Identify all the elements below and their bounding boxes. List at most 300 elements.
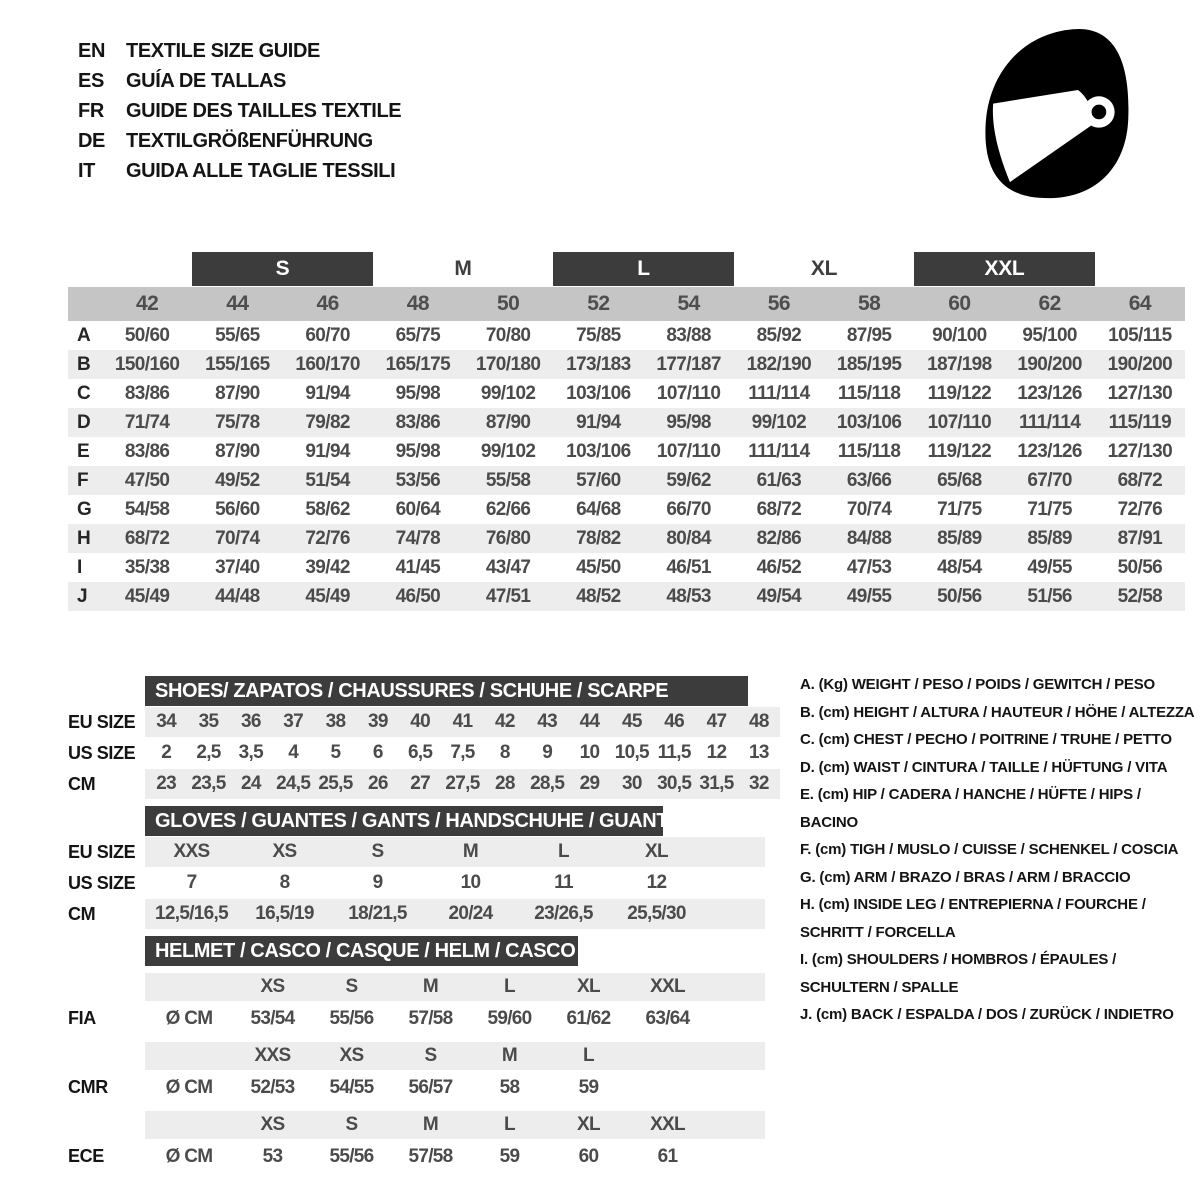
measure-value: 111/114 xyxy=(748,440,810,462)
shoes-value: 27 xyxy=(410,773,431,794)
measure-value: 95/98 xyxy=(666,411,711,433)
helmet-size-label: XL xyxy=(577,976,600,997)
measure-value: 35/38 xyxy=(124,556,170,578)
helmet-sizes-values xyxy=(145,973,765,1001)
helmet-value: 54/55 xyxy=(329,1076,374,1098)
measure-value: 46/52 xyxy=(756,556,802,578)
helmet-value: 61/62 xyxy=(566,1007,611,1029)
measure-value: 107/110 xyxy=(656,382,721,404)
gloves-row xyxy=(68,868,765,898)
helmet-row-spacer xyxy=(68,1042,145,1070)
size-column-header: 58 xyxy=(858,292,881,315)
gloves-value: L xyxy=(558,841,569,862)
measure-value: 66/70 xyxy=(666,498,711,520)
helmet-size-label: XL xyxy=(577,1114,600,1135)
measure-row-J xyxy=(68,582,1185,611)
measure-value: 37/40 xyxy=(215,556,260,578)
shoes-value: 6 xyxy=(372,742,383,763)
size-columns-row xyxy=(68,287,1185,321)
measure-value: 177/187 xyxy=(656,353,721,375)
legend-line: A. (Kg) WEIGHT / PESO / POIDS / GEWITCH / PESO xyxy=(800,676,1155,693)
textile-size-table xyxy=(68,252,1185,611)
shoes-value: 7,5 xyxy=(450,742,475,763)
measure-value: 190/200 xyxy=(1017,353,1082,375)
measure-value: 82/86 xyxy=(756,527,802,549)
helmet-standard-label: CMR xyxy=(68,1077,108,1097)
measure-row-label: G xyxy=(77,498,92,520)
shoes-row xyxy=(68,769,780,799)
measure-value: 87/90 xyxy=(215,382,260,404)
shoes-value: 3,5 xyxy=(238,742,263,763)
racing-helmet-icon xyxy=(970,24,1142,202)
measure-value: 165/175 xyxy=(385,353,451,375)
language-row xyxy=(78,156,401,186)
helmet-value: 59 xyxy=(578,1076,599,1098)
shoes-value: 43 xyxy=(537,711,558,732)
helmet-size-label: M xyxy=(501,1045,518,1066)
measure-value: 50/60 xyxy=(124,324,170,346)
measure-value: 43/47 xyxy=(485,556,531,578)
legend-line: C. (cm) CHEST / PECHO / POITRINE / TRUHE / PETTO xyxy=(800,731,1172,748)
measure-value: 99/102 xyxy=(480,382,536,404)
helmet-diameter-label: Ø CM xyxy=(165,1076,213,1098)
measure-value: 49/55 xyxy=(1027,556,1072,578)
measure-value: 83/88 xyxy=(666,324,711,346)
shoes-value: 38 xyxy=(325,711,346,732)
measure-value: 115/118 xyxy=(837,440,901,462)
gloves-size-table xyxy=(68,806,765,929)
shoes-value: 46 xyxy=(664,711,685,732)
measure-value: 72/76 xyxy=(1117,498,1163,520)
helmet-values-row-CMR xyxy=(68,1071,765,1104)
shoes-value: 8 xyxy=(499,742,510,763)
helmet-sizes-values xyxy=(145,1042,765,1070)
measure-value: 127/130 xyxy=(1107,440,1173,462)
helmet-value: 60 xyxy=(578,1145,599,1167)
size-column-header: 56 xyxy=(767,292,790,315)
measure-value: 105/115 xyxy=(1108,324,1172,346)
measure-value: 187/198 xyxy=(927,353,992,375)
legend-line: I. (cm) SHOULDERS / HOMBROS / ÉPAULES / SCHULTERN / SPALLE xyxy=(800,951,1117,996)
shoes-value: 34 xyxy=(156,711,177,732)
measure-value: 119/122 xyxy=(927,382,992,404)
language-code: IT xyxy=(78,160,95,182)
measure-value: 103/106 xyxy=(566,382,631,404)
measure-value: 111/114 xyxy=(748,382,810,404)
shoes-value: 26 xyxy=(367,773,388,794)
gloves-value: 12,5/16,5 xyxy=(155,903,228,924)
measure-value: 111/114 xyxy=(1018,411,1081,433)
guide-title-fr: GUIDE DES TAILLES TEXTILE xyxy=(126,100,402,122)
gloves-row-values xyxy=(145,837,765,867)
shoes-value: 41 xyxy=(452,711,473,732)
helmet-size-label: XS xyxy=(339,1045,364,1066)
measure-value: 65/68 xyxy=(937,469,982,491)
measure-row-label: H xyxy=(77,527,91,549)
measure-value: 119/122 xyxy=(927,440,992,462)
measure-value: 47/53 xyxy=(846,556,892,578)
shoes-value: 24 xyxy=(240,773,261,794)
racing-helmet-icon-svg xyxy=(970,24,1142,202)
measure-value: 59/62 xyxy=(666,469,711,491)
measure-value: 115/118 xyxy=(837,382,901,404)
shoes-size-table xyxy=(68,676,780,799)
measure-value: 48/52 xyxy=(576,585,621,607)
measure-value: 83/86 xyxy=(124,440,170,462)
measure-row-I xyxy=(68,553,1185,582)
helmet-values-row-ECE xyxy=(68,1140,765,1173)
measure-value: 71/75 xyxy=(937,498,982,520)
measure-value: 78/82 xyxy=(576,527,621,549)
helmet-size-table xyxy=(68,936,765,1173)
shoes-row-values xyxy=(145,707,780,737)
shoes-section-title: SHOES/ ZAPATOS / CHAUSSURES / SCHUHE / SCARPE xyxy=(145,676,748,706)
helmet-sizes-values xyxy=(145,1111,765,1139)
measure-value: 70/74 xyxy=(846,498,892,520)
size-column-header: 48 xyxy=(406,292,429,315)
helmet-standard-values xyxy=(145,1002,765,1035)
guide-title-en: TEXTILE SIZE GUIDE xyxy=(126,40,320,62)
gloves-value: 8 xyxy=(279,872,290,893)
helmet-value: 56/57 xyxy=(408,1076,453,1098)
gloves-row xyxy=(68,837,765,867)
helmet-table-body xyxy=(68,973,765,1173)
gloves-value: 25,5/30 xyxy=(627,903,686,924)
shoes-value: 31,5 xyxy=(699,773,734,794)
measure-row-A xyxy=(68,321,1185,350)
measure-value: 39/42 xyxy=(305,556,350,578)
measure-row-label: J xyxy=(77,585,88,607)
measure-value: 99/102 xyxy=(751,411,807,433)
shoes-value: 4 xyxy=(288,742,299,763)
shoes-row-values xyxy=(145,738,780,768)
measure-value: 47/51 xyxy=(485,585,531,607)
gloves-value: S xyxy=(371,841,384,862)
gloves-row-label: EU SIZE xyxy=(68,841,136,862)
measure-value: 48/53 xyxy=(666,585,711,607)
language-title-list xyxy=(78,36,401,186)
measure-value: 54/58 xyxy=(124,498,170,520)
shoes-row-label: US SIZE xyxy=(68,742,136,763)
measure-value: 52/58 xyxy=(1117,585,1163,607)
measure-row-label: B xyxy=(77,353,91,375)
measure-value: 85/92 xyxy=(756,324,802,346)
helmet-value: 63/64 xyxy=(645,1007,690,1029)
measure-value: 55/65 xyxy=(215,324,260,346)
measure-value: 127/130 xyxy=(1107,382,1173,404)
measure-value: 63/66 xyxy=(846,469,892,491)
measure-value: 74/78 xyxy=(395,527,441,549)
measure-value: 71/75 xyxy=(1027,498,1072,520)
size-column-header: 64 xyxy=(1128,292,1151,315)
helmet-size-label: XXS xyxy=(254,1045,291,1066)
measure-value: 99/102 xyxy=(480,440,536,462)
language-row xyxy=(78,96,401,126)
gloves-table-body xyxy=(68,837,765,929)
language-row xyxy=(78,36,401,66)
measure-row-F xyxy=(68,466,1185,495)
helmet-value: 53/54 xyxy=(250,1007,295,1029)
measure-value: 45/49 xyxy=(124,585,170,607)
measure-value: 103/106 xyxy=(566,440,631,462)
helmet-standard-values xyxy=(145,1140,765,1173)
gloves-value: M xyxy=(462,841,479,862)
helmet-value: 57/58 xyxy=(408,1007,453,1029)
measure-row-B xyxy=(68,350,1185,379)
shoes-value: 25,5 xyxy=(318,773,353,794)
measure-value: 58/62 xyxy=(305,498,350,520)
gloves-value: 16,5/19 xyxy=(255,903,314,924)
shoes-value: 37 xyxy=(283,711,304,732)
measure-value: 70/80 xyxy=(485,324,531,346)
measure-value: 49/55 xyxy=(846,585,892,607)
shoes-value: 5 xyxy=(330,742,341,763)
measure-value: 107/110 xyxy=(656,440,721,462)
helmet-size-label: XS xyxy=(260,976,285,997)
measure-value: 61/63 xyxy=(756,469,802,491)
language-code: ES xyxy=(78,70,104,92)
measure-value: 47/50 xyxy=(124,469,170,491)
measure-value: 62/66 xyxy=(485,498,531,520)
helmet-value: 52/53 xyxy=(250,1076,295,1098)
gloves-value: 7 xyxy=(186,872,197,893)
shoes-value: 28 xyxy=(494,773,515,794)
helmet-row-spacer xyxy=(68,973,145,1001)
gloves-value: 12 xyxy=(646,872,667,893)
shoes-row xyxy=(68,738,780,768)
measure-value: 70/74 xyxy=(215,527,260,549)
measure-value: 150/160 xyxy=(114,353,180,375)
measure-value: 87/90 xyxy=(215,440,260,462)
gloves-row-label: US SIZE xyxy=(68,872,136,893)
measure-value: 95/100 xyxy=(1022,324,1077,346)
measure-row-label: F xyxy=(77,469,89,491)
measure-value: 55/58 xyxy=(485,469,531,491)
size-column-header: 50 xyxy=(497,292,520,315)
measure-value: 57/60 xyxy=(576,469,621,491)
helmet-standard-values xyxy=(145,1071,765,1104)
helmet-sizes-row-ECE xyxy=(68,1111,765,1139)
measure-value: 90/100 xyxy=(932,324,987,346)
helmet-size-label: XXL xyxy=(650,1114,685,1135)
measure-value: 72/76 xyxy=(305,527,350,549)
helmet-sizes-row-CMR xyxy=(68,1042,765,1070)
helmet-sizes-row-FIA xyxy=(68,973,765,1001)
size-column-header: 46 xyxy=(316,292,339,315)
measure-value: 51/56 xyxy=(1027,585,1072,607)
measure-value: 46/51 xyxy=(666,556,711,578)
guide-title-it: GUIDA ALLE TAGLIE TESSILI xyxy=(126,160,396,182)
measure-value: 170/180 xyxy=(475,353,541,375)
shoes-value: 48 xyxy=(748,711,769,732)
helmet-value: 55/56 xyxy=(329,1145,374,1167)
gloves-value: 10 xyxy=(460,872,481,893)
gloves-value: 18/21,5 xyxy=(348,903,407,924)
measure-row-D xyxy=(68,408,1185,437)
size-group-band xyxy=(68,252,1185,286)
shoes-row-values xyxy=(145,769,780,799)
measure-value: 68/72 xyxy=(124,527,170,549)
language-code: DE xyxy=(78,130,105,152)
measure-value: 107/110 xyxy=(927,411,992,433)
measure-value: 91/94 xyxy=(305,440,350,462)
measure-value: 83/86 xyxy=(124,382,170,404)
guide-title-es: GUÍA DE TALLAS xyxy=(126,70,286,92)
helmet-value: 55/56 xyxy=(329,1007,374,1029)
helmet-diameter-label: Ø CM xyxy=(165,1145,213,1167)
measure-value: 45/49 xyxy=(305,585,350,607)
helmet-size-label: L xyxy=(504,976,515,997)
measure-row-label: A xyxy=(77,324,91,346)
helmet-size-label: S xyxy=(424,1045,437,1066)
measure-value: 67/70 xyxy=(1027,469,1072,491)
shoes-value: 23 xyxy=(156,773,177,794)
shoes-row-label: CM xyxy=(68,773,96,794)
shoes-value: 11,5 xyxy=(657,742,691,763)
measure-value: 85/89 xyxy=(1027,527,1072,549)
measure-value: 45/50 xyxy=(576,556,621,578)
legend-line: H. (cm) INSIDE LEG / ENTREPIERNA / FOURCHE / SCHRITT / FORCELLA xyxy=(800,896,1146,941)
measure-value: 41/45 xyxy=(395,556,441,578)
shoes-value: 30 xyxy=(621,773,642,794)
shoes-value: 23,5 xyxy=(191,773,226,794)
measure-value: 160/170 xyxy=(295,353,360,375)
gloves-value: 23/26,5 xyxy=(534,903,593,924)
measure-value: 123/126 xyxy=(1017,382,1082,404)
measure-value: 60/64 xyxy=(395,498,441,520)
measure-value: 80/84 xyxy=(666,527,711,549)
helmet-values-row-FIA xyxy=(68,1002,765,1035)
shoes-value: 9 xyxy=(542,742,553,763)
measure-value: 115/119 xyxy=(1108,411,1172,433)
helmet-size-label: L xyxy=(504,1114,515,1135)
helmet-value: 59/60 xyxy=(487,1007,532,1029)
measure-value: 65/75 xyxy=(395,324,441,346)
measurement-legend xyxy=(800,671,1200,1029)
measure-value: 95/98 xyxy=(395,382,441,404)
shoes-value: 45 xyxy=(621,711,642,732)
measure-value: 75/78 xyxy=(215,411,260,433)
shoes-value: 24,5 xyxy=(276,773,311,794)
size-column-header: 54 xyxy=(677,292,700,315)
measure-value: 84/88 xyxy=(846,527,892,549)
measure-value: 87/95 xyxy=(846,324,892,346)
measure-value: 64/68 xyxy=(576,498,621,520)
size-group-XXL: XXL xyxy=(914,252,1095,286)
measure-value: 76/80 xyxy=(485,527,531,549)
helmet-value: 57/58 xyxy=(408,1145,453,1167)
measure-row-label: I xyxy=(77,556,83,578)
measure-value: 50/56 xyxy=(937,585,982,607)
legend-line: D. (cm) WAIST / CINTURA / TAILLE / HÜFTUNG / VITA xyxy=(800,758,1168,776)
measure-value: 49/52 xyxy=(215,469,260,491)
helmet-size-label: L xyxy=(583,1045,594,1066)
measure-value: 185/195 xyxy=(836,353,902,375)
size-column-header: 52 xyxy=(587,292,610,315)
shoes-table-body xyxy=(68,707,780,799)
measure-row-C xyxy=(68,379,1185,408)
measure-value: 123/126 xyxy=(1017,440,1082,462)
shoes-value: 2,5 xyxy=(196,742,221,763)
measure-value: 68/72 xyxy=(756,498,802,520)
language-row xyxy=(78,66,401,96)
measure-row-H xyxy=(68,524,1185,553)
measure-value: 51/54 xyxy=(305,469,350,491)
shoes-value: 35 xyxy=(198,711,219,732)
legend-line: B. (cm) HEIGHT / ALTURA / HAUTEUR / HÖHE / ALTEZZA xyxy=(800,703,1195,721)
shoes-value: 39 xyxy=(367,711,388,732)
helmet-size-label: XS xyxy=(260,1114,285,1135)
size-group-M: M xyxy=(454,257,472,280)
gloves-value: XS xyxy=(272,841,297,862)
gloves-row-values xyxy=(145,868,765,898)
shoes-value: 30,5 xyxy=(657,773,692,794)
measure-value: 56/60 xyxy=(215,498,260,520)
measure-row-E xyxy=(68,437,1185,466)
shoes-value: 32 xyxy=(748,773,769,794)
helmet-size-label: M xyxy=(422,1114,439,1135)
measure-row-label: E xyxy=(77,440,90,462)
shoes-value: 27,5 xyxy=(445,773,480,794)
size-column-header: 62 xyxy=(1038,292,1061,315)
gloves-value: 20/24 xyxy=(448,903,493,924)
size-column-header: 44 xyxy=(226,292,249,315)
measure-row-label: D xyxy=(77,411,91,433)
measure-row-G xyxy=(68,495,1185,524)
measure-value: 103/106 xyxy=(836,411,902,433)
measure-value: 190/200 xyxy=(1107,353,1173,375)
measure-value: 46/50 xyxy=(395,585,441,607)
helmet-row-spacer xyxy=(68,1111,145,1139)
legend-line: J. (cm) BACK / ESPALDA / DOS / ZURÜCK / INDIETRO xyxy=(800,1006,1174,1023)
shoes-value: 44 xyxy=(579,711,600,732)
language-row xyxy=(78,126,401,156)
measure-value: 91/94 xyxy=(305,382,350,404)
gloves-value: 11 xyxy=(554,872,573,893)
gloves-value: 9 xyxy=(372,872,383,893)
gloves-row-values xyxy=(145,899,765,929)
measure-value: 44/48 xyxy=(215,585,260,607)
measure-value: 68/72 xyxy=(1117,469,1163,491)
shoes-value: 42 xyxy=(494,711,515,732)
shoes-value: 2 xyxy=(161,742,172,763)
shoes-value: 10,5 xyxy=(614,742,649,763)
measure-value: 50/56 xyxy=(1117,556,1163,578)
shoes-value: 6,5 xyxy=(407,742,433,763)
size-column-header: 60 xyxy=(948,292,971,315)
helmet-size-label: S xyxy=(345,1114,358,1135)
guide-title-de: TEXTILGRÖßENFÜHRUNG xyxy=(126,130,373,152)
measure-value: 182/190 xyxy=(746,353,812,375)
measure-value: 87/90 xyxy=(485,411,531,433)
shoes-value: 36 xyxy=(240,711,261,732)
shoes-value: 29 xyxy=(579,773,600,794)
helmet-diameter-label: Ø CM xyxy=(165,1007,213,1029)
helmet-value: 59 xyxy=(499,1145,520,1167)
language-code: FR xyxy=(78,100,104,122)
shoes-value: 40 xyxy=(410,711,431,732)
size-group-L: L xyxy=(553,252,734,286)
helmet-size-label: XXL xyxy=(650,976,685,997)
shoes-value: 47 xyxy=(706,711,727,732)
measure-value: 48/54 xyxy=(937,556,982,578)
measure-value: 95/98 xyxy=(395,440,441,462)
measure-value: 83/86 xyxy=(395,411,441,433)
gloves-row xyxy=(68,899,765,929)
gloves-section-title: GLOVES / GUANTES / GANTS / HANDSCHUHE / GUANTI xyxy=(145,806,663,836)
measure-value: 173/183 xyxy=(566,353,631,375)
measure-value: 71/74 xyxy=(124,411,170,433)
